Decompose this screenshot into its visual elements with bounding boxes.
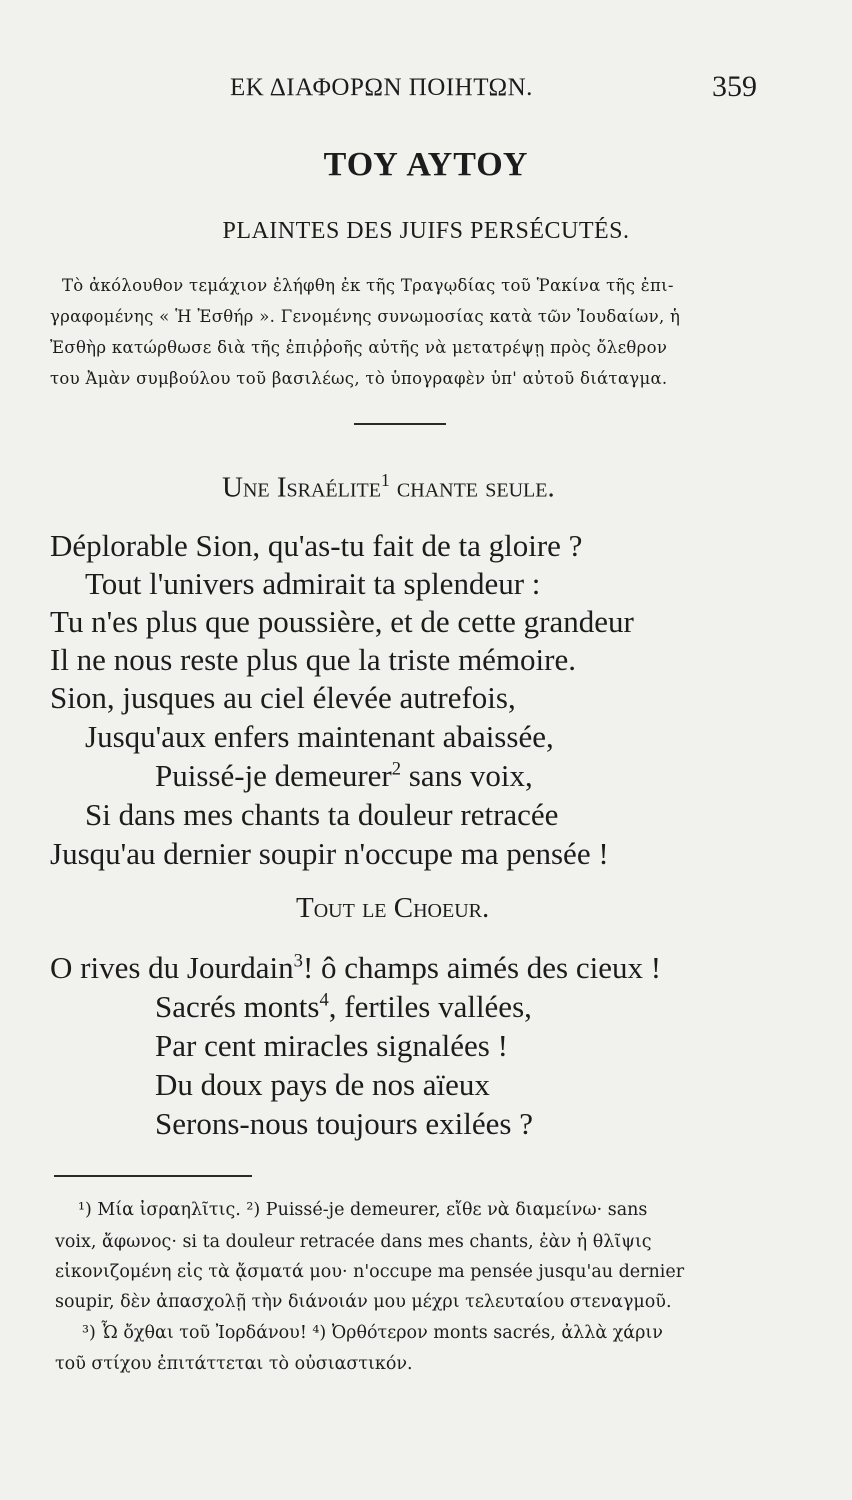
verse-line: Sion, jusques au ciel élevée autrefois,	[50, 680, 516, 715]
intro-note-line: του Ἀμὰν συμβούλου τοῦ βασιλέως, τὸ ὑπογραφὲν ὑπ' αὐτοῦ διάταγμα.	[50, 369, 668, 388]
footnote-mark: 2	[391, 758, 402, 780]
verse-text: Puissé-je demeurer	[155, 758, 392, 793]
speaker-name: Une Israélite	[222, 471, 381, 504]
verse-line: Jusqu'au dernier soupir n'occupe ma pensée !	[50, 836, 609, 871]
poem-subtitle: PLAINTES DES JUIFS PERSÉCUTÉS.	[222, 218, 630, 244]
running-head: ΕΚ ΔΙΑΦΟΡΩΝ ΠΟΙΗΤΩΝ.	[230, 74, 533, 101]
section-title: ΤΟΥ ΑΥΤΟΥ	[323, 146, 529, 183]
footnote-mark: 3	[293, 950, 303, 972]
speaker-direction: chante seule.	[389, 471, 555, 504]
intro-note-line: γραφομένης « Ἡ Ἐσθήρ ». Γενομένης συνωμοσίας κατὰ τῶν Ἰουδαίων, ἡ	[50, 307, 681, 326]
verse-line: Tout l'univers admirait ta splendeur :	[85, 566, 541, 601]
verse-line	[155, 989, 532, 1025]
verse-line: Jusqu'aux enfers maintenant abaissée,	[85, 719, 554, 754]
verse-line: Déplorable Sion, qu'as-tu fait de ta gloire ?	[50, 528, 583, 563]
verse-line	[155, 758, 533, 794]
verse-line: Du doux pays de nos aïeux	[155, 1067, 490, 1102]
verse-line: Serons-nous toujours exilées ?	[155, 1106, 533, 1141]
footnote-line: ¹) Μία ἰσραηλῖτις. ²) Puissé-je demeurer, εἴθε νὰ διαμείνω· sans	[78, 1200, 648, 1220]
speaker-heading-choeur: Tout le Choeur.	[296, 892, 490, 924]
verse-line: Si dans mes chants ta douleur retracée	[85, 797, 559, 832]
footnote-line: ³) Ὦ ὄχθαι τοῦ Ἰορδάνου! ⁴) Ὀρθότερον monts sacrés, ἀλλὰ χάριν	[82, 1323, 663, 1343]
separator-rule	[354, 423, 446, 425]
verse-text: sans voix,	[401, 758, 533, 793]
verse-line: Par cent miracles signalées !	[155, 1028, 508, 1063]
footnote-mark: 1	[380, 470, 390, 490]
verse-line: Il ne nous reste plus que la triste mémoire.	[50, 642, 577, 677]
intro-note-line: Ἐσθὴρ κατώρθωσε διὰ τῆς ἐπιῤῥοῆς αὐτῆς νὰ μετατρέψῃ πρὸς ὄλεθρον	[50, 338, 668, 357]
verse-text: ! ô champs aimés des cieux !	[302, 950, 662, 985]
verse-line: Tu n'es plus que poussière, et de cette grandeur	[50, 604, 634, 639]
page-number: 359	[712, 70, 757, 103]
footnote-line: soupir, δὲν ἀπασχολῇ τὴν διάνοιάν μου μέχρι τελευταίου στεναγμοῦ.	[55, 1292, 672, 1312]
verse-text: , fertiles vallées,	[328, 989, 532, 1024]
speaker-heading-israelite	[222, 470, 555, 505]
footnote-line: τοῦ στίχου ἐπιτάττεται τὸ οὐσιαστικόν.	[55, 1354, 413, 1374]
footnote-rule	[54, 1175, 252, 1177]
footnote-mark: 4	[319, 989, 329, 1011]
intro-note-line: Τὸ ἀκόλουθον τεμάχιον ἐλήφθη ἐκ τῆς Τραγῳδίας τοῦ Ῥακίνα τῆς ἐπι-	[62, 276, 674, 295]
verse-text: Sacrés monts	[155, 989, 320, 1024]
verse-text: O rives du Jourdain	[50, 950, 294, 985]
verse-line	[50, 950, 661, 986]
footnote-line: voix, ἄφωνος· si ta douleur retracée dans mes chants, ἐὰν ἡ θλῖψις	[55, 1232, 652, 1252]
footnote-line: εἰκονιζομένη εἰς τὰ ᾄσματά μου· n'occupe ma pensée jusqu'au dernier	[55, 1262, 685, 1282]
